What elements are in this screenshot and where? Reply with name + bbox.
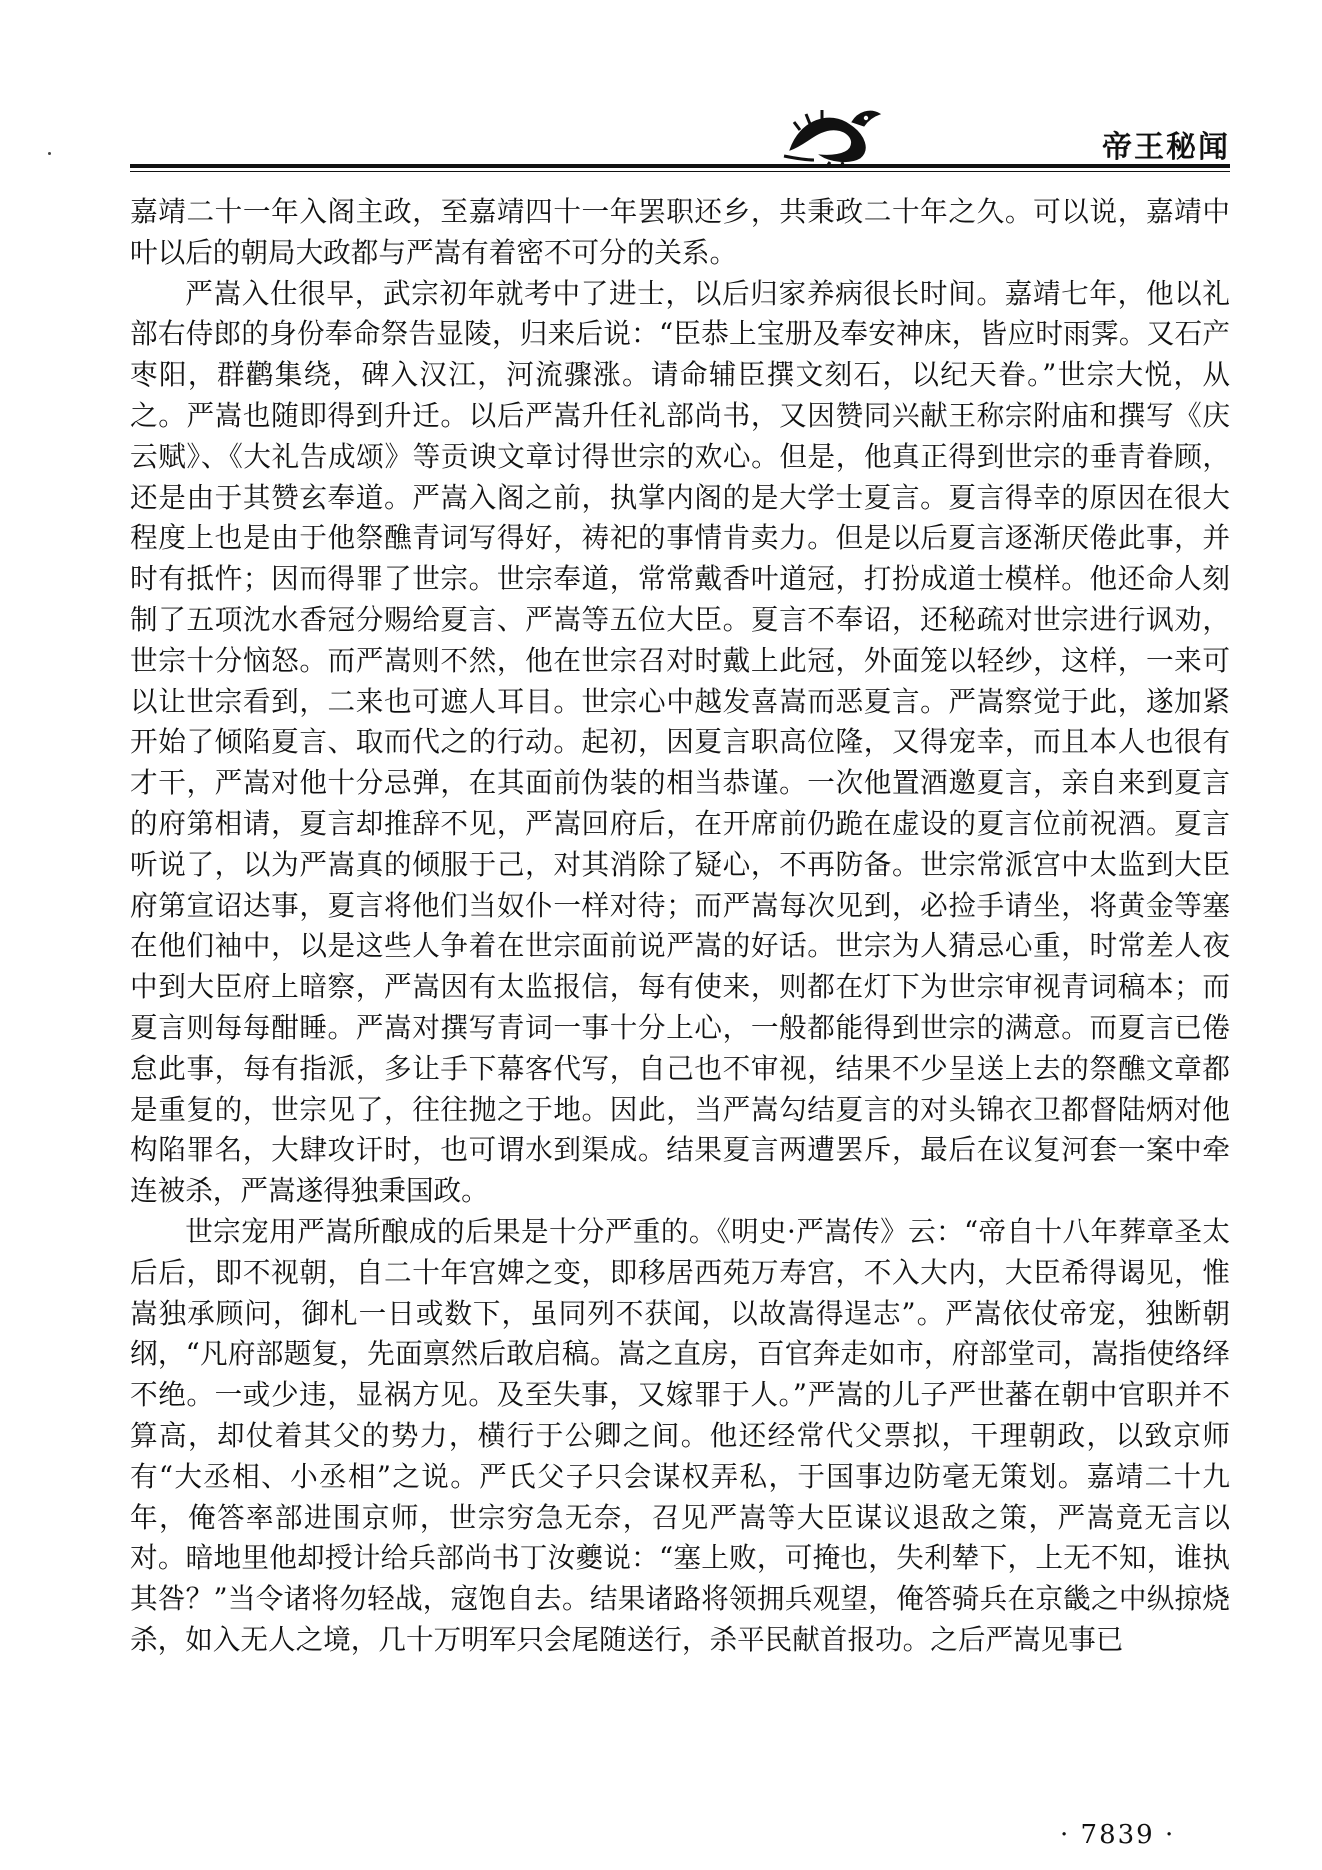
scan-speck	[48, 152, 51, 155]
paragraph-1: 嘉靖二十一年入阁主政，至嘉靖四十一年罢职还乡，共秉政二十年之久。可以说，嘉靖中叶以后的朝局大政都与严嵩有着密不可分的关系。	[130, 195, 1230, 269]
header-rule	[130, 164, 1230, 168]
running-header	[130, 100, 1230, 180]
header-rule-thin	[130, 171, 1230, 172]
paragraph-2: 严嵩入仕很早，武宗初年就考中了进士，以后归家养病很长时间。嘉靖七年，他以礼部右侍郎的身份奉命祭告显陵，归来后说：“臣恭上宝册及奉安神床，皆应时雨霁。又石产枣阳，群鹳集绕，碑入汉江，河流骤涨。请命辅臣撰文刻石，以纪天眷。”世宗大悦，从之。严嵩也随即得到升迁。以后严嵩升任礼部尚书，又因赞同兴献王称宗附庙和撰写《庆云赋》、《大礼告成颂》等贡谀文章讨得世宗的欢心。但是，他真正得到世宗的垂青眷顾，还是由于其赞玄奉道。严嵩入阁之前，执掌内阁的是大学士夏言。夏言得幸的原因在很大程度上也是由于他祭醮青词写得好，祷祀的事情肯卖力。但是以后夏言逐渐厌倦此事，并时有抵忤；因而得罪了世宗。世宗奉道，常常戴香叶道冠，打扮成道士模样。他还命人刻制了五项沈水香冠分赐给夏言、严嵩等五位大臣。夏言不奉诏，还秘疏对世宗进行讽劝，世宗十分恼怒。而严嵩则不然，他在世宗召对时戴上此冠，外面笼以轻纱，这样，一来可以让世宗看到，二来也可遮人耳目。世宗心中越发喜嵩而恶夏言。严嵩察觉于此，遂加紧开始了倾陷夏言、取而代之的行动。起初，因夏言职高位隆，又得宠幸，而且本人也很有才干，严嵩对他十分忌弹，在其面前伪装的相当恭谨。一次他置酒邀夏言，亲自来到夏言的府第相请，夏言却推辞不见，严嵩回府后，在开席前仍跪在虚设的夏言位前祝酒。夏言听说了，以为严嵩真的倾服于己，对其消除了疑心，不再防备。世宗常派宫中太监到大臣府第宣诏达事，夏言将他们当奴仆一样对待；而严嵩每次见到，必捡手请坐，将黄金等塞在他们袖中，以是这些人争着在世宗面前说严嵩的好话。世宗为人猜忌心重，时常差人夜中到大臣府上暗察，严嵩因有太监报信，每有使来，则都在灯下为世宗审视青词稿本；而夏言则每每酣睡。严嵩对撰写青词一事十分上心，一般都能得到世宗的满意。而夏言已倦怠此事，每有指派，多让手下幕客代写，自己也不审视，结果不少呈送上去的祭醮文章都是重复的，世宗见了，往往抛之于地。因此，当严嵩勾结夏言的对头锦衣卫都督陆炳对他构陷罪名，大肆攻讦时，也可谓水到渠成。结果夏言两遭罢斥，最后在议复河套一案中牵连被杀，严嵩遂得独秉国政。	[130, 276, 1230, 1208]
body-text	[130, 192, 1230, 1661]
dragon-emblem-icon	[770, 100, 890, 168]
paragraph-3: 世宗宠用严嵩所酿成的后果是十分严重的。《明史·严嵩传》云：“帝自十八年葬章圣太后后，即不视朝，自二十年宫婢之变，即移居西苑万寿宫，不入大内，大臣希得谒见，惟嵩独承顾问，御札一日或数下，虽同列不获闻，以故嵩得逞志”。严嵩依仗帝宠，独断朝纲，“凡府部题复，先面禀然后敢启稿。嵩之直房，百官奔走如市，府部堂司，嵩指使络绎不绝。一或少违，显祸方见。及至失事，又嫁罪于人。”严嵩的儿子严世蕃在朝中官职并不算高，却仗着其父的势力，横行于公卿之间。他还经常代父票拟，干理朝政，以致京师有“大丞相、小丞相”之说。严氏父子只会谋权弄私，于国事边防毫无策划。嘉靖二十九年，俺答率部进围京师，世宗穷急无奈，召见严嵩等大臣谋议退敌之策，严嵩竟无言以对。暗地里他却授计给兵部尚书丁汝夔说：“塞上败，可掩也，失利辇下，上无不知，谁执其咎？”当令诸将勿轻战，寇饱自去。结果诸路将领拥兵观望，俺答骑兵在京畿之中纵掠烧杀，如入无人之境，几十万明军只会尾随送行，杀平民献首报功。之后严嵩见事已	[130, 1214, 1230, 1656]
page-number: · 7839 ·	[1060, 1820, 1176, 1850]
running-header-title: 帝王秘闻	[1102, 130, 1230, 165]
